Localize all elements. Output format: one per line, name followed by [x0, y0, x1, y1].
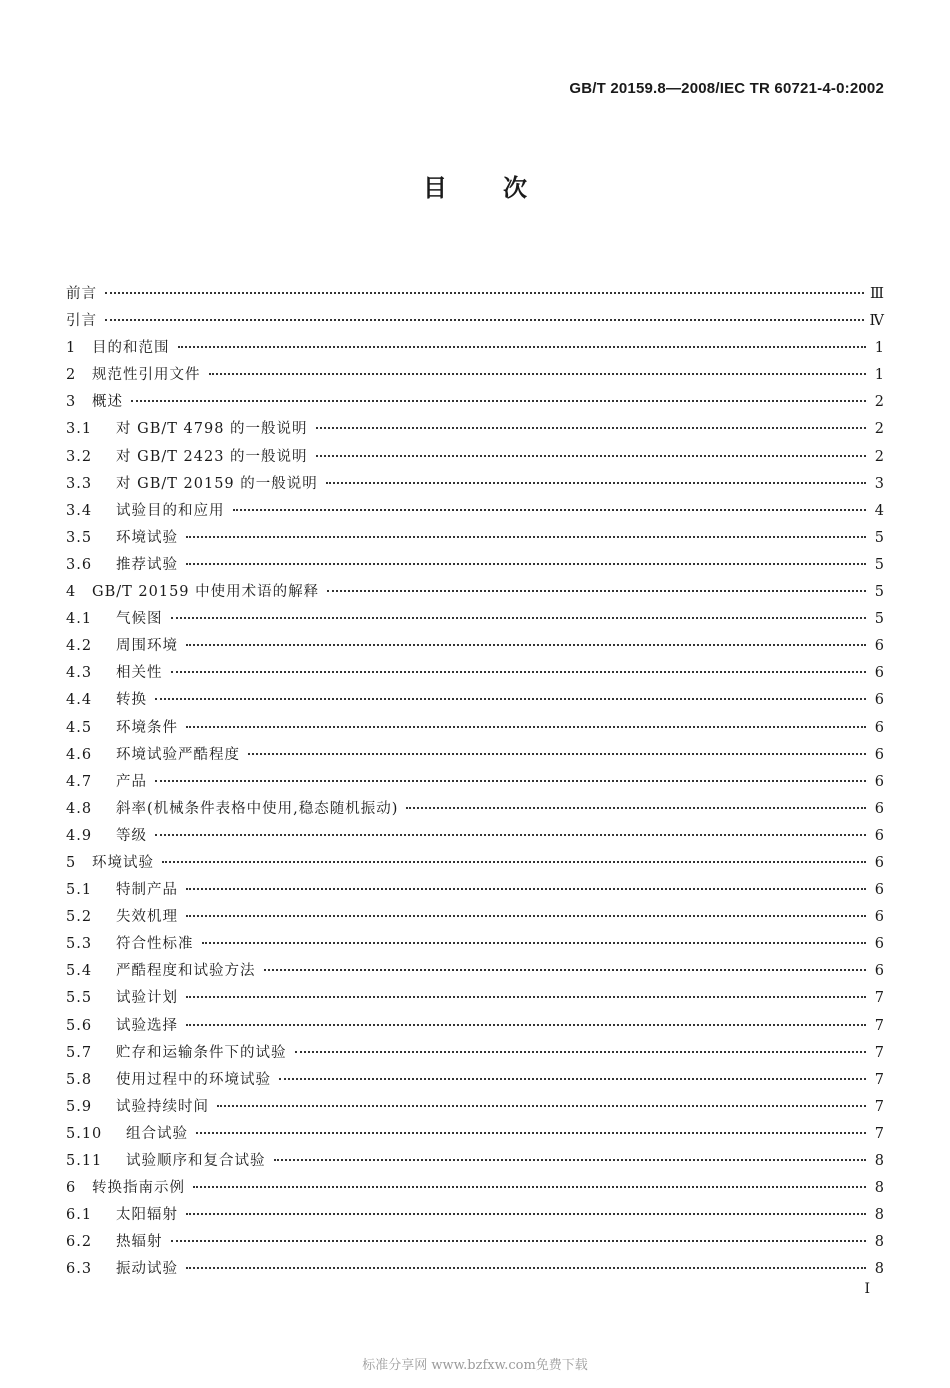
toc-entry-number: 3.2 [66, 448, 93, 465]
toc-entry-title: 试验顺序和复合试验 [126, 1153, 266, 1169]
toc-leader-dots [209, 370, 867, 375]
toc-entry[interactable] [66, 363, 884, 390]
toc-entry-page: 6 [874, 827, 884, 844]
toc-leader-dots [178, 343, 867, 348]
toc-entry-page: 6 [874, 882, 884, 899]
toc-entry[interactable] [66, 336, 884, 363]
toc-entry-title: 相关性 [116, 665, 163, 682]
toc-entry[interactable] [66, 770, 884, 797]
toc-entry-title: 对 GB/T 20159 的一般说明 [116, 475, 318, 492]
toc-entry-number: 5.1 [66, 882, 93, 899]
page-title: 目次 [423, 174, 583, 202]
toc-entry-number: 6.2 [66, 1234, 93, 1251]
toc-entry-page: 2 [874, 421, 884, 438]
toc-entry[interactable] [66, 743, 884, 770]
toc-entry-title: 等级 [116, 827, 147, 844]
toc-leader-dots [186, 885, 866, 890]
toc-entry-title: 概述 [92, 394, 123, 411]
toc-entry[interactable] [66, 905, 884, 932]
toc-entry-number: 5.2 [66, 909, 93, 926]
toc-entry[interactable] [66, 688, 884, 715]
toc-entry-page: 6 [874, 746, 884, 763]
toc-entry-page: 7 [874, 1071, 884, 1088]
toc-entry[interactable] [66, 472, 884, 499]
toc-entry-title: 产品 [116, 773, 147, 790]
toc-entry[interactable] [66, 1203, 884, 1230]
toc-entry-title: 目的和范围 [92, 340, 170, 357]
toc-entry-number: 5.3 [66, 936, 93, 953]
toc-entry[interactable] [66, 824, 884, 851]
toc-entry-title: 热辐射 [116, 1234, 163, 1251]
toc-entry-number: 4.1 [66, 611, 93, 628]
toc-entry-page: 6 [874, 773, 884, 790]
toc-entry-title: 前言 [66, 286, 97, 302]
toc-entry-number: 5.5 [66, 990, 93, 1007]
toc-entry[interactable] [66, 1257, 884, 1284]
toc-entry-number: 4.8 [66, 800, 93, 817]
toc-entry-title: 环境试验 [116, 529, 178, 546]
toc-leader-dots [316, 424, 866, 429]
toc-entry-title: 太阳辐射 [116, 1207, 178, 1224]
toc-entry-page: 8 [874, 1234, 884, 1251]
toc-leader-dots [186, 912, 866, 917]
toc-entry-page: 7 [874, 1125, 884, 1142]
toc-entry[interactable] [66, 986, 884, 1013]
toc-entry-number: 5.7 [66, 1044, 93, 1061]
page-number: I [864, 1281, 870, 1297]
toc-entry-number: 5.9 [66, 1098, 93, 1115]
toc-leader-dots [186, 993, 866, 998]
toc-entry-title: 组合试验 [126, 1125, 188, 1142]
toc-entry-title: 周围环境 [116, 638, 178, 655]
toc-entry-number: 5.8 [66, 1071, 93, 1088]
toc-entry-page: 1 [874, 340, 884, 357]
toc-entry[interactable] [66, 1149, 884, 1176]
toc-entry[interactable] [66, 1176, 884, 1203]
toc-leader-dots [406, 804, 866, 809]
toc-entry-page: 7 [874, 1098, 884, 1115]
toc-leader-dots [193, 1183, 866, 1188]
toc-entry-number: 1 [66, 340, 77, 357]
toc-entry-page: 5 [874, 611, 884, 628]
toc-entry-number: 4.4 [66, 692, 93, 709]
toc-leader-dots [171, 614, 867, 619]
toc-entry-page: 6 [874, 692, 884, 709]
toc-entry-title: 振动试验 [116, 1261, 178, 1278]
toc-entry-title: 对 GB/T 2423 的一般说明 [116, 448, 308, 465]
toc-entry-title: 对 GB/T 4798 的一般说明 [116, 421, 308, 438]
toc-entry[interactable] [66, 932, 884, 959]
toc-entry[interactable] [66, 390, 884, 417]
toc-entry[interactable] [66, 553, 884, 580]
toc-entry-number: 5 [66, 854, 77, 871]
toc-entry[interactable] [66, 607, 884, 634]
toc-entry-page: 2 [874, 394, 884, 411]
toc-entry-number: 3.4 [66, 502, 93, 519]
toc-entry-title: 转换指南示例 [92, 1180, 185, 1197]
toc-entry[interactable] [66, 797, 884, 824]
toc-entry-page: 5 [874, 556, 884, 573]
toc-leader-dots [105, 316, 864, 321]
toc-leader-dots [274, 1156, 867, 1161]
toc-entry-title: 使用过程中的环境试验 [116, 1071, 271, 1088]
toc-entry-number: 6 [66, 1180, 77, 1197]
toc-entry-page: 3 [874, 475, 884, 492]
toc-entry[interactable] [66, 445, 884, 472]
toc-entry-title: 转换 [116, 692, 147, 709]
toc-entry[interactable] [66, 959, 884, 986]
toc-entry-page: 8 [874, 1180, 884, 1197]
toc-leader-dots [326, 479, 866, 484]
toc-leader-dots [202, 939, 867, 944]
toc-entry[interactable] [66, 1041, 884, 1068]
toc-leader-dots [248, 750, 866, 755]
toc-entry-number: 3.1 [66, 421, 93, 438]
toc-entry-title: 试验目的和应用 [116, 502, 225, 519]
toc-entry-page: 7 [874, 1044, 884, 1061]
toc-entry-title: GB/T 20159 中使用术语的解释 [92, 584, 320, 601]
toc-entry-title: 试验计划 [116, 990, 178, 1007]
toc-entry-number: 6.1 [66, 1207, 93, 1224]
toc-entry[interactable] [66, 716, 884, 743]
toc-leader-dots [186, 560, 866, 565]
toc-entry-page: 6 [874, 854, 884, 871]
toc-entry-number: 4.2 [66, 638, 93, 655]
toc-entry-page: 4 [874, 502, 884, 519]
toc-leader-dots [279, 1075, 866, 1080]
toc-entry-page: Ⅳ [869, 313, 884, 330]
toc-entry-page: 5 [874, 529, 884, 546]
toc-entry-title: 贮存和运输条件下的试验 [116, 1044, 287, 1061]
toc-entry-page: 6 [874, 719, 884, 736]
toc-entry-number: 6.3 [66, 1261, 93, 1278]
toc-entry-page: Ⅲ [870, 286, 884, 302]
toc-leader-dots [186, 1210, 866, 1215]
toc-leader-dots [295, 1048, 867, 1053]
toc-leader-dots [186, 641, 866, 646]
toc-entry-page: 1 [874, 367, 884, 384]
toc-entry[interactable] [66, 309, 884, 336]
toc-entry[interactable] [66, 1014, 884, 1041]
toc-entry[interactable] [66, 1095, 884, 1122]
toc-entry[interactable] [66, 499, 884, 526]
toc-entry-number: 4.6 [66, 746, 93, 763]
toc-entry-page: 6 [874, 800, 884, 817]
toc-entry-title: 推荐试验 [116, 556, 178, 573]
watermark: 标准分享网 www.bzfxw.com免费下载 [362, 1358, 588, 1373]
toc-entry[interactable] [66, 1068, 884, 1095]
toc-entry-title: 规范性引用文件 [92, 367, 201, 384]
toc-entry-page: 6 [874, 963, 884, 980]
toc-leader-dots [155, 831, 866, 836]
toc-entry[interactable] [66, 1122, 884, 1149]
toc-entry-title: 环境条件 [116, 719, 178, 736]
toc-leader-dots [316, 452, 866, 457]
toc-entry-page: 6 [874, 936, 884, 953]
toc-entry-title: 气候图 [116, 611, 163, 628]
toc-entry-number: 4.3 [66, 665, 93, 682]
toc-entry-title: 试验持续时间 [116, 1098, 209, 1115]
toc-entry-number: 4 [66, 584, 77, 601]
toc-entry-title: 环境试验 [92, 854, 154, 871]
toc-entry-number: 2 [66, 367, 77, 384]
toc-leader-dots [171, 1237, 867, 1242]
toc-entry-number: 5.4 [66, 963, 93, 980]
toc-entry-page: 6 [874, 909, 884, 926]
toc-leader-dots [162, 858, 866, 863]
toc-entry[interactable] [66, 282, 884, 309]
toc-entry[interactable] [66, 634, 884, 661]
table-of-contents [66, 282, 884, 1284]
toc-entry-title: 符合性标准 [116, 936, 194, 953]
toc-entry-title: 试验选择 [116, 1017, 178, 1034]
toc-leader-dots [155, 777, 866, 782]
toc-entry-number: 5.11 [66, 1153, 103, 1169]
toc-leader-dots [233, 506, 867, 511]
toc-entry-page: 6 [874, 665, 884, 682]
toc-entry-title: 引言 [66, 313, 97, 330]
toc-entry[interactable] [66, 417, 884, 444]
toc-entry-number: 3.6 [66, 556, 93, 573]
toc-entry[interactable] [66, 580, 884, 607]
standard-code: GB/T 20159.8—2008/IEC TR 60721-4-0:2002 [569, 80, 884, 97]
toc-entry[interactable] [66, 851, 884, 878]
toc-entry-number: 4.9 [66, 827, 93, 844]
toc-entry-page: 7 [874, 990, 884, 1007]
toc-leader-dots [327, 587, 866, 592]
toc-leader-dots [105, 289, 864, 294]
toc-leader-dots [171, 668, 867, 673]
toc-entry-number: 3 [66, 394, 77, 411]
toc-entry-number: 3.5 [66, 529, 93, 546]
toc-entry-number: 4.7 [66, 773, 93, 790]
toc-entry-number: 5.6 [66, 1017, 93, 1034]
toc-leader-dots [186, 1021, 866, 1026]
toc-leader-dots [264, 966, 867, 971]
toc-leader-dots [131, 397, 866, 402]
toc-entry-page: 2 [874, 448, 884, 465]
toc-leader-dots [217, 1102, 866, 1107]
toc-leader-dots [186, 533, 866, 538]
toc-entry-number: 4.5 [66, 719, 93, 736]
toc-entry-number: 5.10 [66, 1125, 103, 1142]
toc-entry[interactable] [66, 526, 884, 553]
toc-entry-page: 5 [874, 584, 884, 601]
toc-entry-page: 8 [874, 1261, 884, 1278]
toc-entry-number: 3.3 [66, 475, 93, 492]
toc-entry-title: 失效机理 [116, 909, 178, 926]
toc-leader-dots [196, 1129, 866, 1134]
toc-entry[interactable] [66, 1230, 884, 1257]
toc-entry[interactable] [66, 878, 884, 905]
toc-entry-page: 6 [874, 638, 884, 655]
toc-entry-title: 严酷程度和试验方法 [116, 963, 256, 980]
toc-leader-dots [186, 723, 866, 728]
toc-leader-dots [155, 695, 866, 700]
toc-entry-title: 斜率(机械条件表格中使用,稳态随机振动) [116, 800, 399, 817]
toc-entry[interactable] [66, 661, 884, 688]
toc-entry-page: 8 [874, 1207, 884, 1224]
toc-entry-title: 特制产品 [116, 882, 178, 899]
toc-entry-page: 7 [874, 1017, 884, 1034]
toc-leader-dots [186, 1264, 866, 1269]
toc-entry-title: 环境试验严酷程度 [116, 746, 240, 763]
toc-entry-page: 8 [874, 1153, 884, 1169]
